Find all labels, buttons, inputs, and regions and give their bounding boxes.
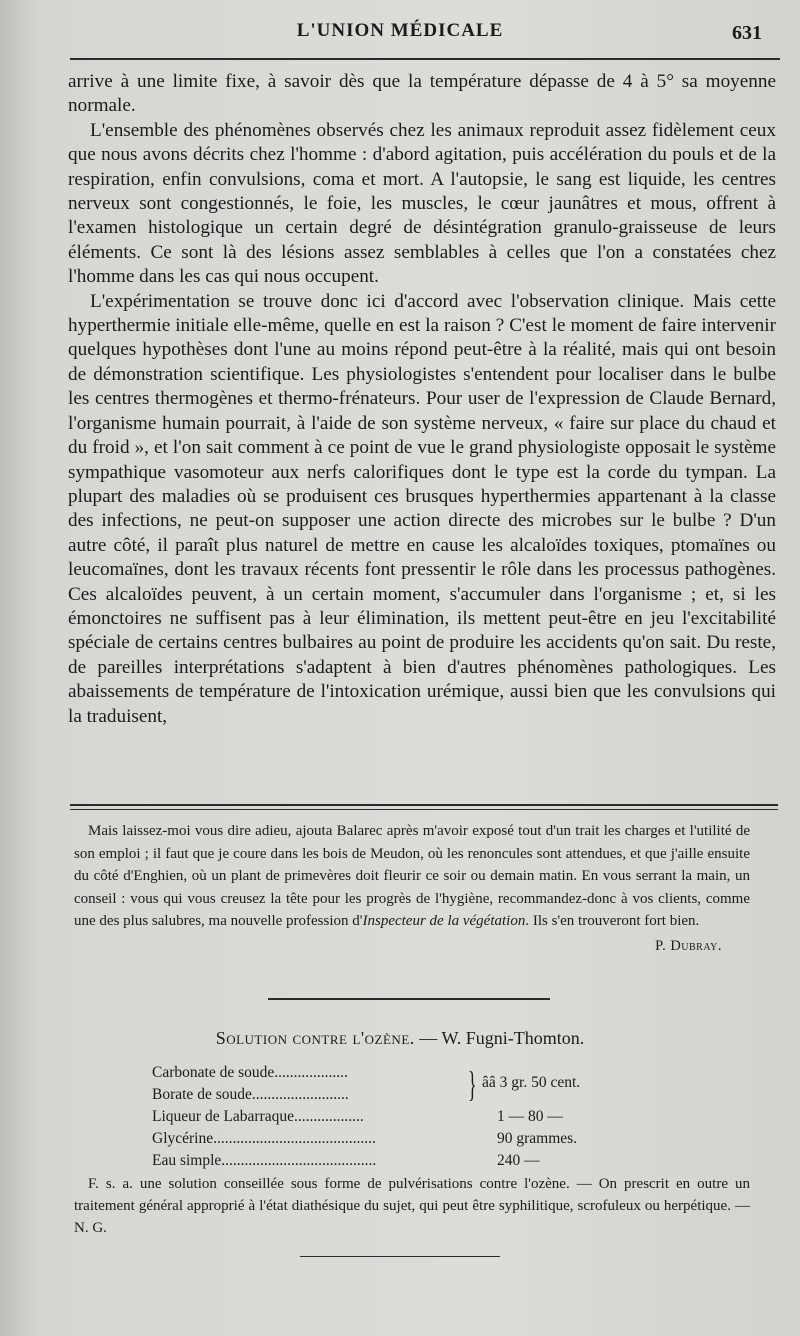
feuilleton [74,820,750,958]
running-head [0,20,800,50]
paragraph-continuation: arrive à une limite fixe, à savoir dès que la température dépasse de 4 à 5° sa moyenne normale. [68,71,776,117]
ingredient-list [152,1062,672,1172]
header-rule [70,58,780,60]
end-rule [300,1256,500,1257]
signature: P. Dubray. [655,937,722,954]
page-number: 631 [732,22,762,44]
ingredient-row: Liqueur de Labarraque.................. 1 — 80 — [152,1108,563,1125]
section-divider [268,998,550,1000]
paragraph-observations: L'ensemble des phénomènes observés chez les animaux reproduit assez fidèlement ceux que nous avons décrits chez l'homme : d'abord agitation, puis accélération du pouls et de la respiration, enfin convulsions, coma et mort. A l'autopsie, le sang est liquide, les centres nerveux sont congestionnés, le foie, les muscles, le cœur jaunâtres et mous, offrent à l'examen histologique un certain degré de désintégration granulo-graisseuse de leurs éléments. Ce sont là des lésions assez semblables à celles que l'on a constatées chez l'homme dans les cas qui nous occupent. [68,119,776,288]
feuilleton-text: Mais laissez-moi vous dire adieu, ajouta Balarec après m'avoir exposé tout d'un trait les charges et l'utilité de son emploi ; il faut que je coure dans les bois de Meudon, où les renoncules sont attendues, et que j'aille ensuite du côté d'Enghien, où un plant de primevères doit fleurir ce soir ou demain matin. En vous serrant la main, un conseil : vous qui vous creusez la tête pour les progrès de l'hygiène, recommandez-donc à vos clients, comme une des plus salubres, ma nouvelle profession d'Inspecteur de la végétation. Ils s'en trouveront fort bien. [74,823,750,930]
ingredient-row: Glycérine.......................................... 90 grammes. [152,1130,578,1147]
ingredient-row: Carbonate de soude................... } ââ 3 gr. 50 cent. [152,1064,581,1104]
recipe-title: Solution contre l'ozène. — W. Fugni-Thomton. [215,1028,585,1048]
feuilleton-rule-top [70,804,778,806]
italic-profession: Inspecteur de la végétation [362,913,526,930]
combined-quantity: ââ 3 gr. 50 cent. [482,1074,581,1091]
article-body [68,70,776,729]
paragraph-hypotheses: L'expérimentation se trouve donc ici d'accord avec l'observation clinique. Mais cette hyperthermie initiale elle-même, quelle en est la raison ? C'est le moment de faire intervenir quelques hypothèses dont l'une au moins répond peut-être à la réalité, mais qui ont besoin de démonstration scientifique. Les physiologistes s'entendent pour localiser dans le bulbe les centres thermogènes et thermo-frénateurs. Pour user de l'expression de Claude Bernard, l'organisme humain pourrait, à l'aide de son système nerveux, « faire sur place du chaud et du froid », et l'on sait comment à ce point de vue le grand physiologiste opposait le système sympathique vasomoteur aux nerfs calorifiques dont le type est la corde du tympan. La plupart des maladies où se produisent ces brusques hyperthermies appartenant à la classe des infections, ne peut-on supposer une action directe des microbes sur le bulbe ? D'un autre côté, il paraît plus naturel de mettre en cause les alcaloïdes toxiques, ptomaïnes ou leucomaïnes, dont les travaux récents font pressentir le rôle dans les processus pathogènes. Ces alcaloïdes peuvent, à un certain moment, s'accumuler dans l'organisme ; et, si les émonctoires ne suffisent pas à leur élimination, ils mettent peut-être en jeu l'excitabilité spéciale de certains centres bulbaires au point de produire les accidents qu'on sait. Du reste, de pareilles interprétations s'adaptent à bien d'autres phénomènes pathologiques. Les abaissements de température de l'intoxication urémique, aussi bien que les convulsions qui la traduisent, [68,290,776,727]
recipe-note: F. s. a. une solution conseillée sous forme de pulvérisations contre l'ozène. — On prescrit en outre un traitement général approprié à l'état diathésique du sujet, qui peut être syphilitique, scrofuleux ou herpétique. — N. G. [74,1176,750,1236]
feuilleton-rule-bottom [70,809,778,810]
brace: } [468,1064,477,1104]
ingredient-row: Eau simple........................................ 240 — [152,1152,540,1169]
ingredient-row: Borate de soude......................... [152,1086,349,1103]
journal-title: L'UNION MÉDICALE [296,20,504,41]
